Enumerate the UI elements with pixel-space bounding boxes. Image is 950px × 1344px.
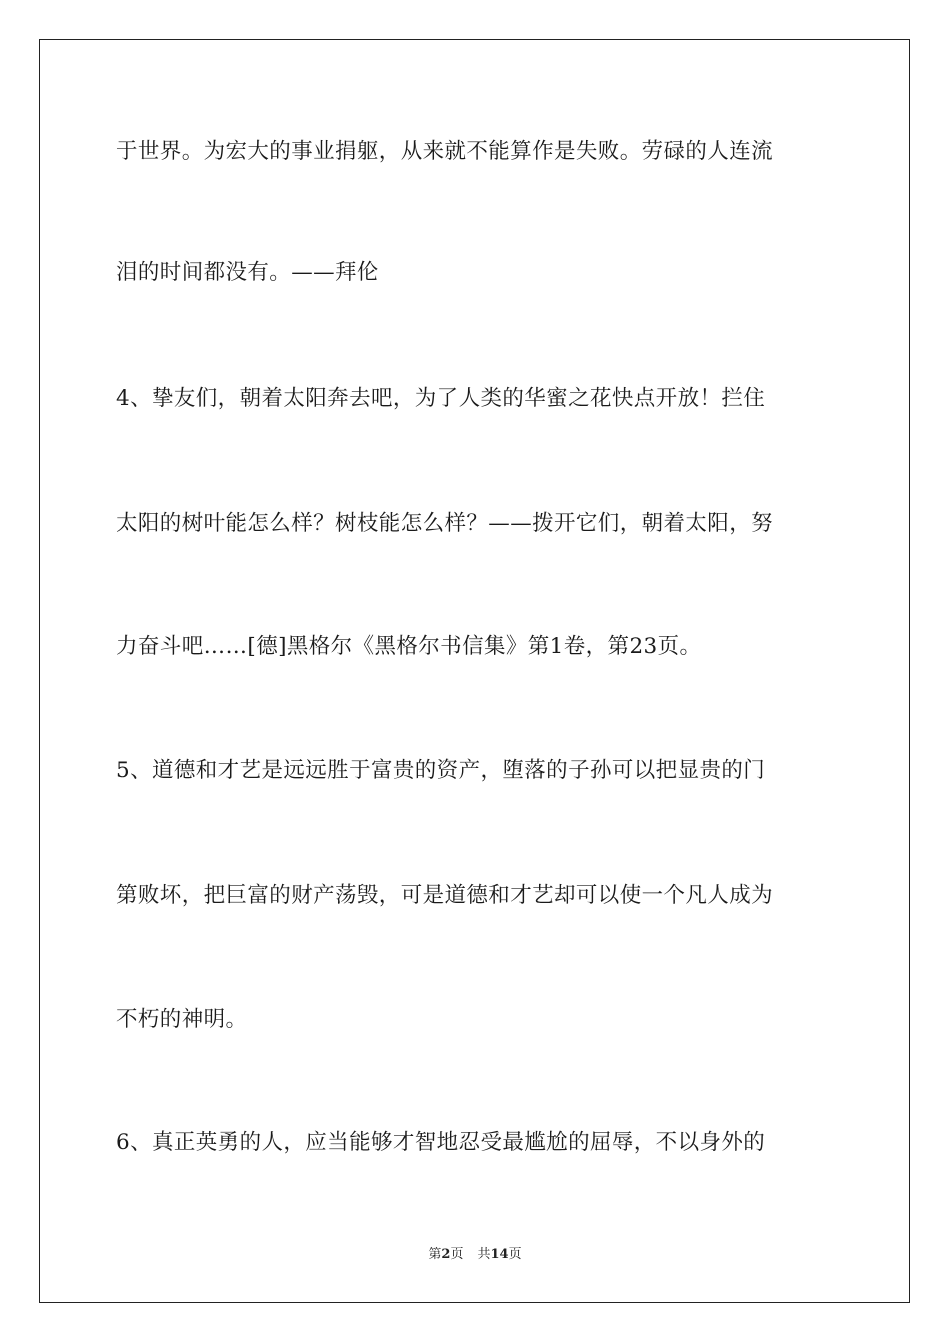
text-line-7: 第败坏，把巨富的财产荡毁，可是道德和才艺却可以使一个凡人成为: [116, 883, 774, 908]
text-line-6: 5、道德和才艺是远远胜于富贵的资产，堕落的子孙可以把显贵的门: [116, 758, 766, 783]
text-line-3: 4、挚友们，朝着太阳奔去吧，为了人类的华蜜之花快点开放！拦住: [116, 386, 766, 411]
text-line-8: 不朽的神明。: [116, 1007, 248, 1032]
text-line-1: 于世界。为宏大的事业捐躯，从来就不能算作是失败。劳碌的人连流: [116, 139, 774, 164]
text-line-5: 力奋斗吧……[德]黑格尔《黑格尔书信集》第1卷，第23页。: [116, 634, 702, 659]
page-footer: [0, 1246, 950, 1264]
total-pages-label: 共14页: [477, 1247, 522, 1262]
text-line-4: 太阳的树叶能怎么样？树枝能怎么样？——拨开它们，朝着太阳，努: [116, 511, 774, 536]
page-number-label: 第2页: [428, 1247, 464, 1262]
text-line-2: 泪的时间都没有。——拜伦: [116, 260, 379, 285]
page-border: [39, 39, 910, 1303]
text-line-9: 6、真正英勇的人，应当能够才智地忍受最尴尬的屈辱，不以身外的: [116, 1130, 766, 1155]
